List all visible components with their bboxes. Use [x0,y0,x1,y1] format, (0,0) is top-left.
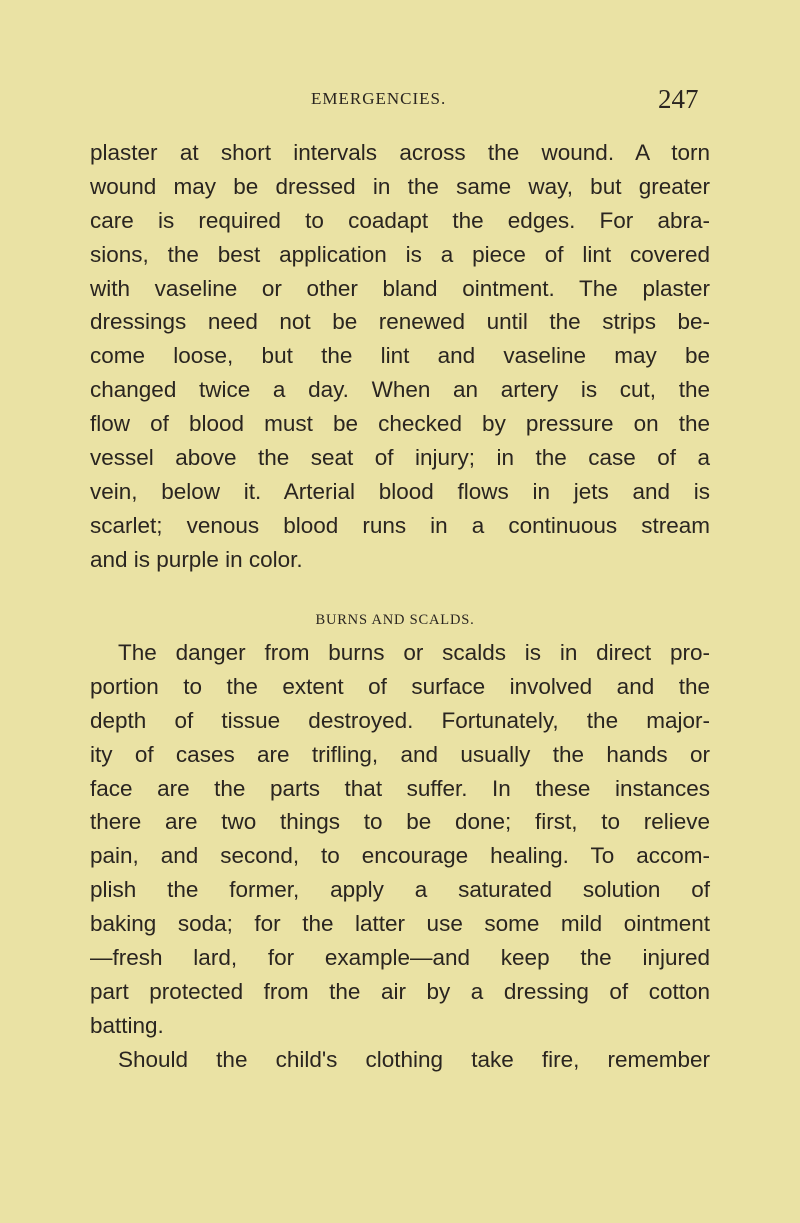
text-line: plaster at short intervals across the wound. A torn [90,140,710,165]
paragraph-wound-care [90,136,710,577]
paragraph-burns-scalds [90,636,710,1077]
text-line: plish the former, apply a saturated solution of [90,877,710,903]
text-line: dressings need not be renewed until the strips be- [90,309,710,335]
running-head [0,86,800,116]
text-line: depth of tissue destroyed. Fortunately, the major- [90,707,710,733]
page-number: 247 [658,84,699,114]
text-line: portion to the extent of surface involved and the [90,673,710,699]
text-line: there are two things to be done; first, to relieve [90,809,710,835]
text-line: batting. [90,1012,164,1038]
text-line: sions, the best application is a piece of lint covered [90,241,710,267]
text-line: vein, below it. Arterial blood flows in jets and is [90,478,710,504]
text-line: care is required to coadapt the edges. For abra- [90,207,710,233]
text-line: scarlet; venous blood runs in a continuous stream [90,512,710,538]
running-title: EMERGENCIES. [311,89,447,108]
text-line: and is purple in color. [90,546,303,572]
section-heading [0,611,800,629]
text-line: ity of cases are trifling, and usually the hands or [90,741,710,767]
text-line: part protected from the air by a dressing of cotton [90,978,710,1004]
text-line: with vaseline or other bland ointment. The plaster [90,275,710,301]
text-line: wound may be dressed in the same way, but greater [90,173,710,199]
text-line: come loose, but the lint and vaseline may be [90,343,710,369]
text-line: face are the parts that suffer. In these instances [90,775,710,801]
text-line: flow of blood must be checked by pressure on the [90,411,710,437]
text-line: —fresh lard, for example—and keep the injured [90,945,710,971]
text-line: vessel above the seat of injury; in the case of a [90,445,710,471]
text-line: baking soda; for the latter use some mild ointment [90,911,710,937]
text-line: changed twice a day. When an artery is cut, the [90,377,710,403]
text-line: Should the child's clothing take fire, remember [118,1046,710,1072]
section-heading-text: BURNS AND SCALDS. [315,612,475,628]
text-line: pain, and second, to encourage healing. To accom- [90,843,710,869]
text-line: The danger from burns or scalds is in direct pro- [118,640,710,665]
